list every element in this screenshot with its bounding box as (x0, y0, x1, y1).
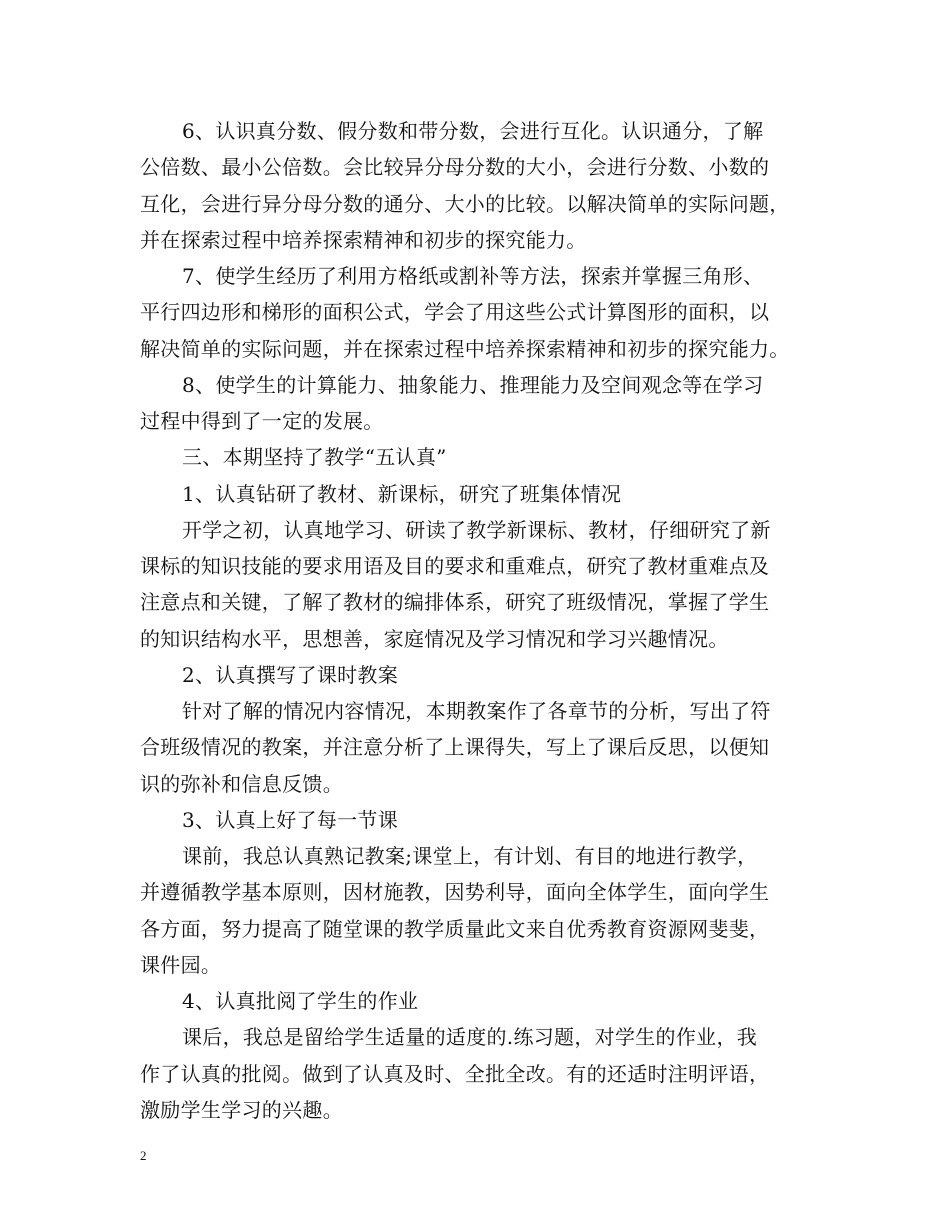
paragraph-line: 公倍数、最小公倍数。会比较异分母分数的大小，会进行分数、小数的 (140, 155, 770, 180)
paragraph-line: 注意点和关键，了解了教材的编排体系，研究了班级情况，掌握了学生 (140, 590, 770, 615)
document-body (140, 113, 826, 1128)
paragraph-line: 6、认识真分数、假分数和带分数，会进行互化。认识通分，了解 (182, 119, 764, 143)
paragraph-line: 合班级情况的教案，并注意分析了上课得失，写上了课后反思，以便知 (140, 735, 770, 760)
paragraph-line: 开学之初，认真地学习、研读了教学新课标、教材，仔细研究了新 (182, 517, 771, 542)
paragraph-line: 识的弥补和信息反馈。 (140, 771, 343, 796)
paragraph-line: 课标的知识技能的要求用语及目的要求和重难点，研究了教材重难点及 (140, 554, 770, 578)
paragraph-line: 激励学生学习的兴趣。 (140, 1097, 343, 1122)
paragraph-line: 平行四边形和梯形的面积公式，学会了用这些公式计算图形的面积，以 (140, 300, 770, 325)
subsection-heading: 1、认真钻研了教材、新课标，研究了班集体情况 (182, 481, 622, 506)
paragraph-line: 的知识结构水平，思想善，家庭情况及学习情况和学习兴趣情况。 (140, 626, 729, 651)
paragraph-line: 课后，我总是留给学生适量的适度的.练习题，对学生的作业，我 (182, 1025, 758, 1050)
subsection-heading: 3、认真上好了每一节课 (182, 807, 399, 832)
subsection-heading: 2、认真撰写了课时教案 (182, 662, 399, 687)
paragraph-line: 课前，我总认真熟记教案;课堂上，有计划、有目的地进行教学， (182, 844, 758, 868)
paragraph-line: 并遵循教学基本原则，因材施教，因势利导，面向全体学生，面向学生 (140, 880, 770, 905)
paragraph-line: 7、使学生经历了利用方格纸或割补等方法，探索并掌握三角形、 (182, 264, 764, 288)
section-heading: 三、本期坚持了教学“五认真” (182, 445, 447, 470)
page-number: 2 (140, 1148, 147, 1163)
paragraph-line: 各方面，努力提高了随堂课的教学质量此文来自优秀教育资源网斐斐， (140, 916, 770, 941)
paragraph-line: 互化，会进行异分母分数的通分、大小的比较。以解决简单的实际问题， (140, 191, 790, 216)
paragraph-line: 作了认真的批阅。做到了认真及时、全批全改。有的还适时注明评语， (140, 1061, 770, 1086)
paragraph-line: 过程中得到了一定的发展。 (140, 409, 384, 433)
paragraph-line: 8、使学生的计算能力、抽象能力、推理能力及空间观念等在学习 (182, 372, 764, 397)
paragraph-line: 课件园。 (140, 952, 222, 977)
paragraph-line: 解决简单的实际问题，并在探索过程中培养探索精神和初步的探究能力。 (140, 336, 790, 361)
paragraph-line: 针对了解的情况内容情况，本期教案作了各章节的分析，写出了符 (182, 699, 771, 723)
subsection-heading: 4、认真批阅了学生的作业 (182, 989, 419, 1013)
paragraph-line: 并在探索过程中培养探索精神和初步的探究能力。 (140, 227, 587, 252)
